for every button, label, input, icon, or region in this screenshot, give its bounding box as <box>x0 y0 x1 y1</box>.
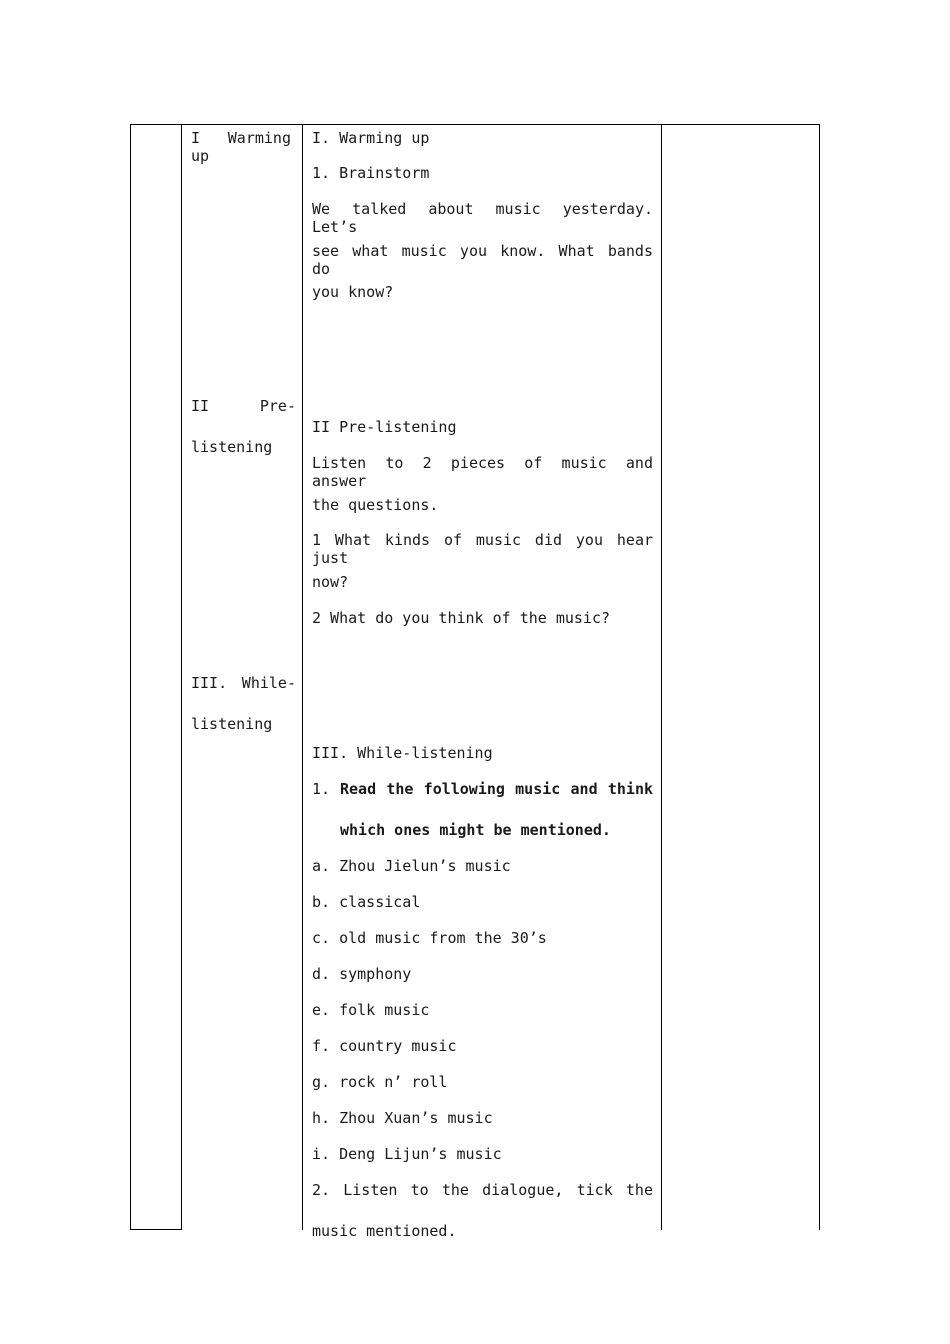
stage-while-listening-line1: III. While- <box>191 674 296 692</box>
warming-up-text-line3: you know? <box>312 283 394 301</box>
list-item: e. folk music <box>312 1001 430 1019</box>
warming-up-text-line2: see what music you know. What bands do <box>312 242 653 278</box>
col3-left-border <box>302 124 303 1230</box>
list-item: a. Zhou Jielun’s music <box>312 857 511 875</box>
pre-listening-question1-line2: now? <box>312 573 349 591</box>
task2-text-line1: 2. Listen to the dialogue, tick the <box>312 1181 653 1199</box>
task2-text-line2: music mentioned. <box>312 1222 457 1240</box>
pre-listening-heading: II Pre-listening <box>312 418 457 436</box>
list-item: h. Zhou Xuan’s music <box>312 1109 493 1127</box>
stage-pre-listening-line2: listening <box>191 438 273 456</box>
list-item: g. rock n’ roll <box>312 1073 448 1091</box>
col1-left-border <box>130 124 131 1230</box>
list-item: f. country music <box>312 1037 457 1055</box>
brainstorm-label: 1. Brainstorm <box>312 164 430 182</box>
list-item: i. Deng Lijun’s music <box>312 1145 502 1163</box>
pre-listening-text-line2: the questions. <box>312 496 439 514</box>
task1-number: 1. <box>312 780 331 798</box>
task1-text-line2: which ones might be mentioned. <box>340 821 611 839</box>
task1-text-line1: Read the following music and think <box>340 780 653 798</box>
table-top-border <box>130 124 820 125</box>
col2-left-border <box>181 124 182 1230</box>
pre-listening-text-line1: Listen to 2 pieces of music and answer <box>312 454 653 490</box>
col1-bottom-border <box>130 1229 182 1230</box>
list-item: c. old music from the 30’s <box>312 929 547 947</box>
list-item: d. symphony <box>312 965 412 983</box>
stage-pre-listening-line1: II Pre- <box>191 397 296 415</box>
pre-listening-question1-line1: 1 What kinds of music did you hear just <box>312 531 653 567</box>
while-listening-heading: III. While-listening <box>312 744 493 762</box>
pre-listening-question2: 2 What do you think of the music? <box>312 609 611 627</box>
warming-up-heading: I. Warming up <box>312 129 430 147</box>
list-item: b. classical <box>312 893 421 911</box>
table-right-border <box>819 124 820 1230</box>
warming-up-text-line1: We talked about music yesterday. Let’s <box>312 200 653 236</box>
col4-left-border <box>661 124 662 1230</box>
stage-while-listening-line2: listening <box>191 715 273 733</box>
stage-warming-up: I Warming up <box>191 129 291 165</box>
